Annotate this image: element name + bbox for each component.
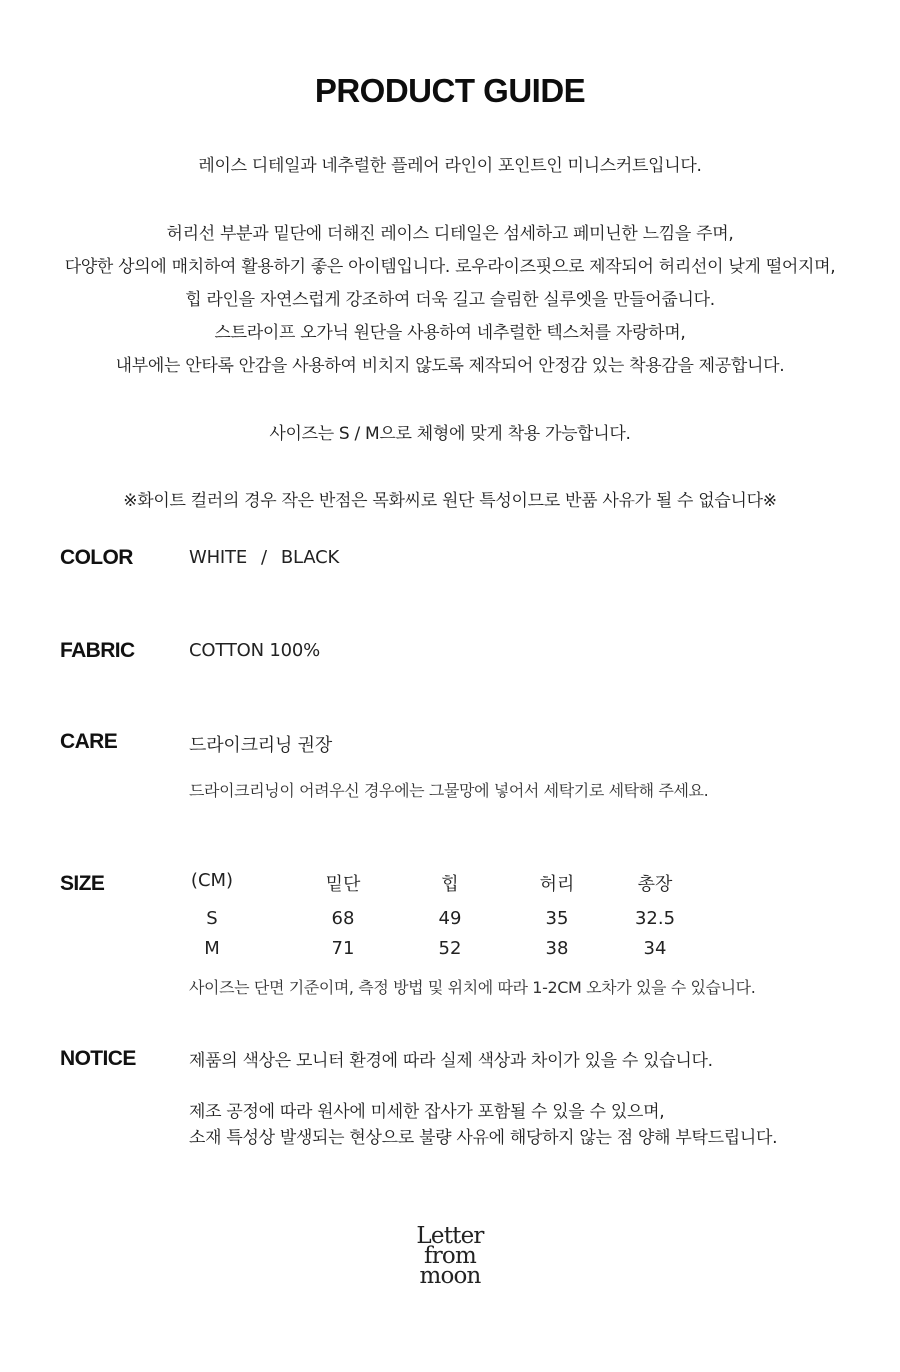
size-cell: 32.5 bbox=[634, 908, 676, 929]
notice-block-2 bbox=[189, 1099, 777, 1151]
intro-line: 다양한 상의에 매치하여 활용하기 좋은 아이템입니다. 로우라이즈핏으로 제작되어 허리선이 낮게 떨어지며, bbox=[64, 257, 836, 277]
size-header-cell: 총장 bbox=[637, 874, 673, 895]
notice-text: 소재 특성상 발생되는 현상으로 불량 사유에 해당하지 않는 점 양해 부탁드립니다. bbox=[189, 1128, 778, 1148]
size-cell: 49 bbox=[438, 908, 462, 929]
intro-line: 허리선 부분과 밑단에 더해진 레이스 디테일은 섬세하고 페미닌한 느낌을 주며, bbox=[166, 224, 734, 244]
intro-line: 힙 라인을 자연스럽게 강조하여 더욱 길고 슬림한 실루엣을 만들어줍니다. bbox=[185, 290, 715, 310]
size-cell: 71 bbox=[331, 938, 355, 959]
size-cell: S bbox=[206, 908, 218, 929]
color-label: COLOR bbox=[60, 546, 133, 569]
notice-line-1 bbox=[189, 1048, 713, 1074]
size-header-cell: 밑단 bbox=[325, 874, 361, 895]
notice-text: 제품의 색상은 모니터 환경에 따라 실제 색상과 차이가 있을 수 있습니다. bbox=[189, 1051, 713, 1071]
size-cell: 38 bbox=[545, 938, 569, 959]
page-title: PRODUCT GUIDE bbox=[314, 72, 586, 109]
intro-paragraph-3 bbox=[0, 418, 900, 451]
care-value: 드라이크리닝 권장 bbox=[189, 735, 333, 756]
intro-line: 스트라이프 오가닉 원단을 사용하여 네추럴한 텍스처를 자랑하며, bbox=[214, 323, 686, 343]
size-cell: M bbox=[204, 938, 220, 959]
fabric-value: COTTON 100% bbox=[189, 640, 321, 661]
brand-logo bbox=[0, 1223, 900, 1289]
logo-line: Letter bbox=[416, 1223, 484, 1249]
care-label: CARE bbox=[60, 730, 118, 753]
size-cell: 68 bbox=[331, 908, 355, 929]
size-header-cell: 허리 bbox=[539, 874, 575, 895]
size-note: 사이즈는 단면 기준이며, 측정 방법 및 위치에 따라 1-2CM 오차가 있을 수 있습니다. bbox=[189, 978, 756, 997]
intro-paragraph-2 bbox=[0, 218, 900, 383]
size-label: SIZE bbox=[60, 872, 105, 895]
size-cell: 35 bbox=[545, 908, 569, 929]
logo-line: from bbox=[424, 1243, 476, 1269]
notice-text: 제조 공정에 따라 원사에 미세한 잡사가 포함될 수 있을 수 있으며, bbox=[189, 1102, 665, 1122]
color-option-white: WHITE bbox=[189, 547, 248, 568]
size-cell: 52 bbox=[438, 938, 462, 959]
color-option-black: BLACK bbox=[280, 547, 340, 568]
intro-paragraph-1 bbox=[0, 150, 900, 183]
intro-line: 내부에는 안타록 안감을 사용하여 비치지 않도록 제작되어 안정감 있는 착용감을 제공합니다. bbox=[115, 356, 785, 376]
notice-label: NOTICE bbox=[60, 1047, 136, 1070]
intro-paragraph-4 bbox=[0, 485, 900, 518]
size-header-cell: 힙 bbox=[441, 874, 459, 895]
size-cell: 34 bbox=[643, 938, 667, 959]
intro-line: ※화이트 컬러의 경우 작은 반점은 목화씨로 원단 특성이므로 반품 사유가 될 수 없습니다※ bbox=[123, 491, 777, 511]
logo-line: moon bbox=[419, 1263, 481, 1289]
color-separator: / bbox=[261, 547, 267, 568]
color-options bbox=[189, 547, 339, 568]
intro-line: 사이즈는 S / M으로 체형에 맞게 착용 가능합니다. bbox=[269, 424, 631, 444]
care-note: 드라이크리닝이 어려우신 경우에는 그물망에 넣어서 세탁기로 세탁해 주세요. bbox=[189, 781, 709, 800]
size-header-cell: (CM) bbox=[190, 870, 234, 891]
intro-line: 레이스 디테일과 네추럴한 플레어 라인이 포인트인 미니스커트입니다. bbox=[198, 156, 702, 176]
fabric-label: FABRIC bbox=[60, 639, 135, 662]
